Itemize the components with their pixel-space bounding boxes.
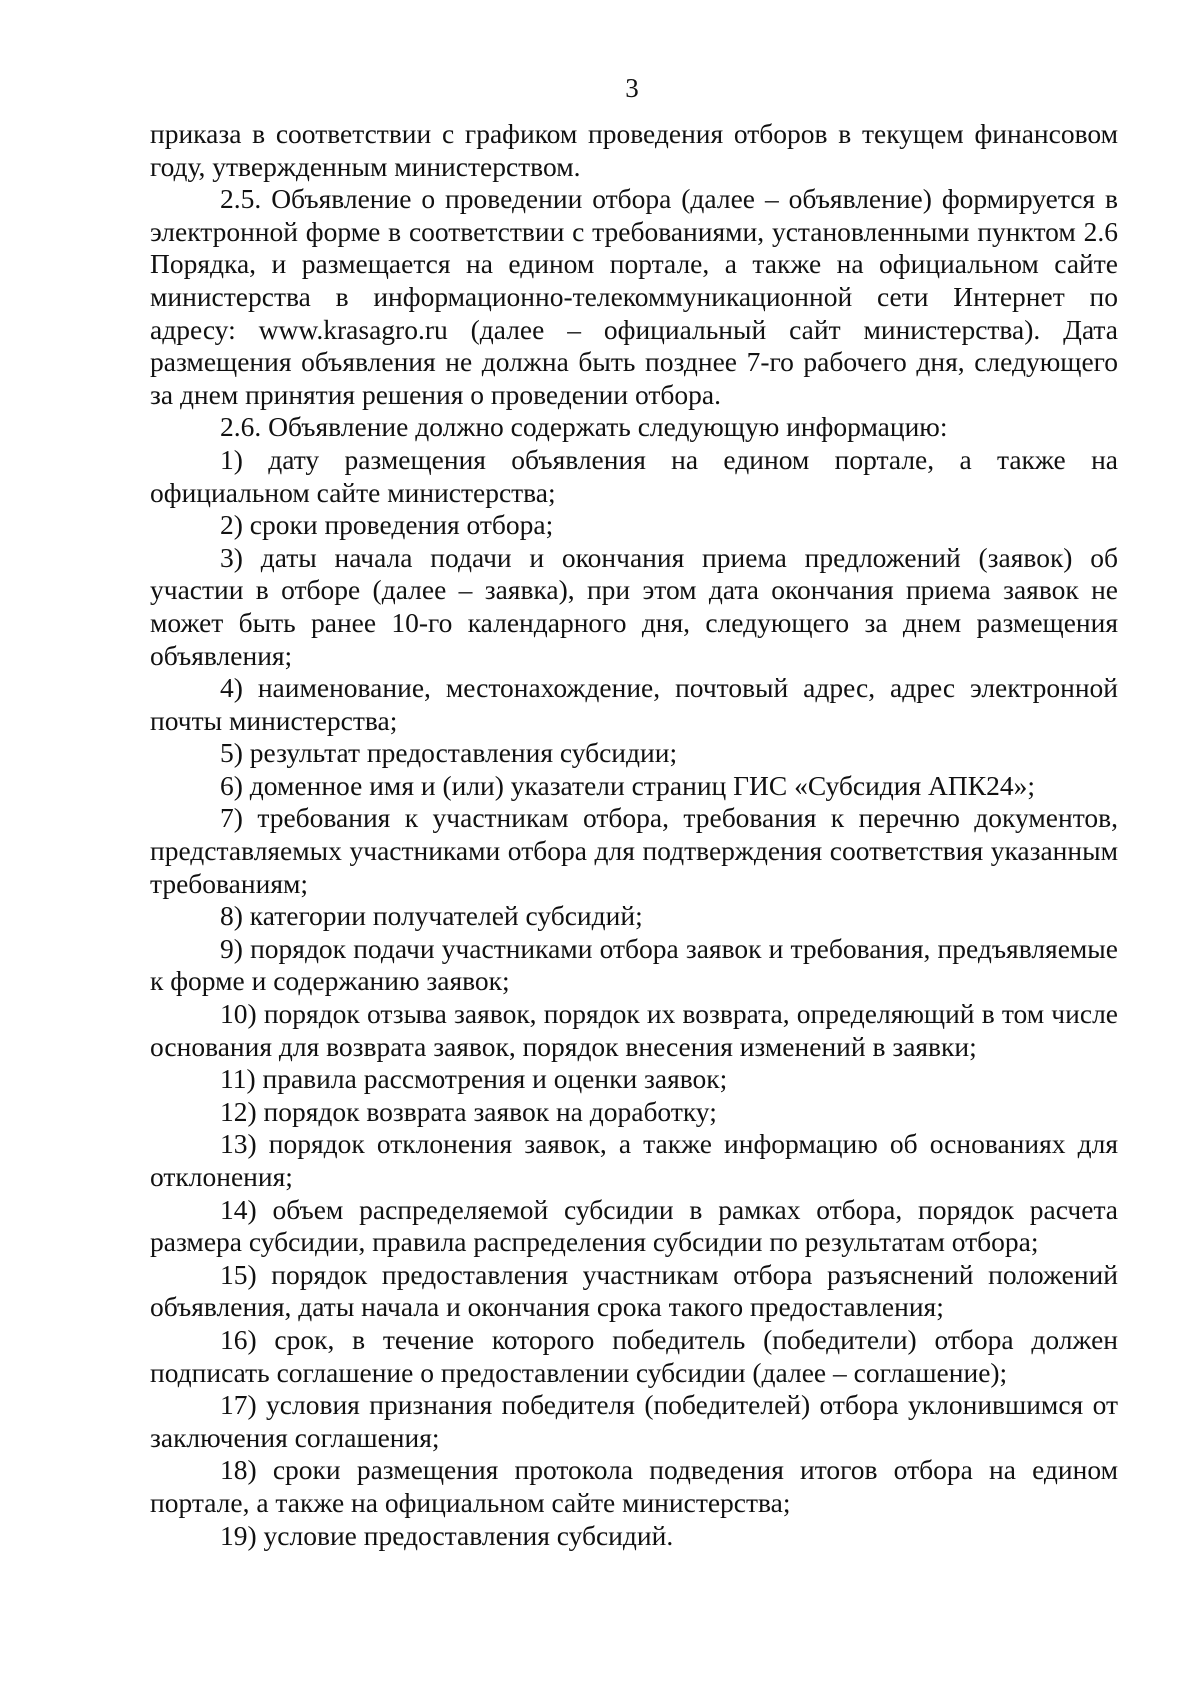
list-item-18: 18) сроки размещения протокола подведения итогов отбора на едином портале, а также на официальном сайте министерства;: [150, 1454, 1118, 1518]
document-body: [150, 118, 1118, 1552]
list-item-13: 13) порядок отклонения заявок, а также информацию об основаниях для отклонения;: [150, 1128, 1118, 1192]
list-item-4: 4) наименование, местонахождение, почтовый адрес, адрес электронной почты министерства;: [150, 672, 1118, 736]
list-item-12: 12) порядок возврата заявок на доработку;: [220, 1095, 717, 1127]
list-item-9: 9) порядок подачи участниками отбора заявок и требования, предъявляемые к форме и содержанию заявок;: [150, 932, 1118, 997]
paragraph-continuation: приказа в соответствии с графиком проведения отборов в текущем финансовом году, утвержденным министерством.: [150, 118, 1118, 182]
list-item-19: 19) условие предоставления субсидий.: [220, 1519, 674, 1551]
list-item-3: 3) даты начала подачи и окончания приема предложений (заявок) об участии в отборе (далее – заявка), при этом дата окончания приема заявок не может быть ранее 10-го календарного дня, следующего за днем размещения объявления;: [150, 541, 1118, 671]
paragraph-2-5: 2.5. Объявление о проведении отбора (далее – объявление) формируется в электронной форме в соответствии с требованиями, установленными пунктом 2.6 Порядка, и размещается на едином портале, а также на официальном сайте министерства в информационно-телекоммуникационной сети Интернет по адресу: www.krasagro.ru (далее – официальный сайт министерства). Дата размещения объявления не должна быть позднее 7-го рабочего дня, следующего за днем принятия решения о проведении отбора.: [150, 183, 1118, 410]
paragraph-2-6: 2.6. Объявление должно содержать следующую информацию:: [220, 411, 948, 443]
list-item-5: 5) результат предоставления субсидии;: [220, 737, 678, 769]
list-item-11: 11) правила рассмотрения и оценки заявок;: [220, 1063, 728, 1095]
list-item-1: 1) дату размещения объявления на едином портале, а также на официальном сайте министерства;: [150, 443, 1118, 508]
list-item-2: 2) сроки проведения отбора;: [220, 509, 554, 541]
list-item-8: 8) категории получателей субсидий;: [220, 900, 643, 932]
list-item-14: 14) объем распределяемой субсидии в рамках отбора, порядок расчета размера субсидии, правила распределения субсидии по результатам отбора;: [150, 1193, 1118, 1258]
list-item-16: 16) срок, в течение которого победитель (победители) отбора должен подписать соглашение о предоставлении субсидии (далее – соглашение);: [150, 1323, 1118, 1388]
list-item-6: 6) доменное имя и (или) указатели страниц ГИС «Субсидия АПК24»;: [220, 769, 1035, 801]
page-number: 3: [625, 73, 639, 103]
list-item-10: 10) порядок отзыва заявок, порядок их возврата, определяющий в том числе основания для возврата заявок, порядок внесения изменений в заявки;: [150, 998, 1118, 1062]
list-item-17: 17) условия признания победителя (победителей) отбора уклонившимся от заключения соглашения;: [150, 1389, 1118, 1453]
list-item-15: 15) порядок предоставления участникам отбора разъяснений положений объявления, даты начала и окончания срока такого предоставления;: [150, 1258, 1118, 1323]
list-item-7: 7) требования к участникам отбора, требования к перечню документов, представляемых участниками отбора для подтверждения соответствия указанным требованиям;: [150, 802, 1118, 899]
